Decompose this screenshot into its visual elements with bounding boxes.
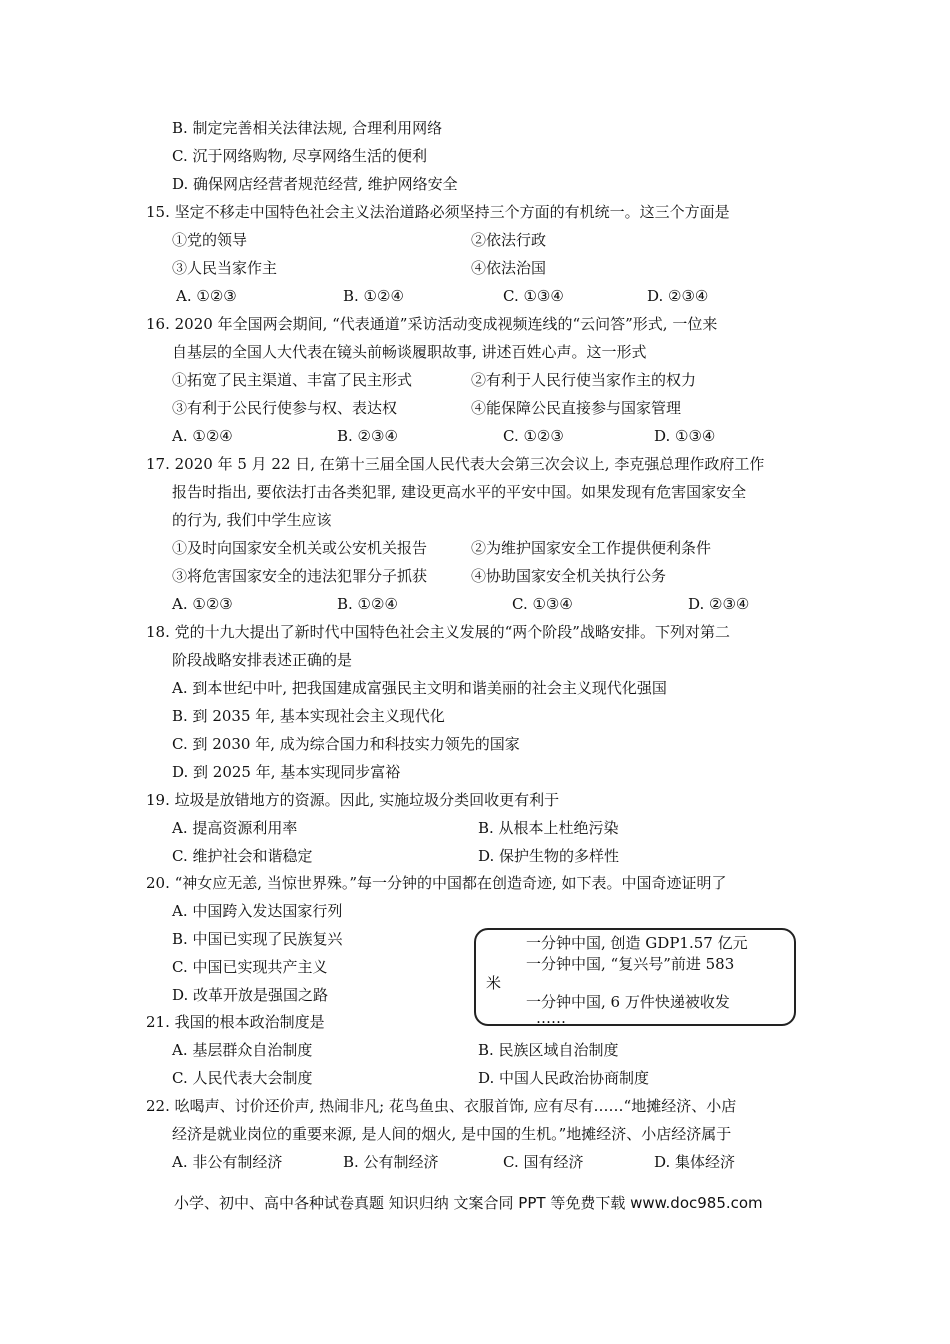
q16-option-a: A. ①②④ <box>172 427 233 445</box>
q15-item-3: ③人民当家作主 <box>172 259 278 277</box>
q16-option-c: C. ①②③ <box>503 427 564 445</box>
q18-option-a: A. 到本世纪中叶, 把我国建成富强民主文明和谐美丽的社会主义现代化强国 <box>172 679 667 697</box>
q16-item-4: ④能保障公民直接参与国家管理 <box>471 399 682 417</box>
q15-option-c: C. ①③④ <box>503 287 564 305</box>
q19-stem: 19. 垃圾是放错地方的资源。因此, 实施垃圾分类回收更有利于 <box>146 791 560 809</box>
q16-stem-line1: 16. 2020 年全国两会期间, “代表通道”采访活动变成视频连线的“云问答”形式, 一位来 <box>146 315 718 333</box>
q20-box-ellipsis: …… <box>536 1009 566 1027</box>
q20-option-c: C. 中国已实现共产主义 <box>172 958 328 976</box>
q15-item-2: ②依法行政 <box>471 231 547 249</box>
q18-option-d: D. 到 2025 年, 基本实现同步富裕 <box>172 763 401 781</box>
q15-stem: 15. 坚定不移走中国特色社会主义法治道路必须坚持三个方面的有机统一。这三个方面是 <box>146 203 730 221</box>
q15-item-4: ④依法治国 <box>471 259 547 277</box>
q19-option-a: A. 提高资源利用率 <box>172 819 298 837</box>
q20-box-line4: 一分钟中国, 6 万件快递被收发 <box>526 993 730 1011</box>
q17-option-b: B. ①②④ <box>337 595 398 613</box>
page-footer: 小学、初中、高中各种试卷真题 知识归纳 文案合同 PPT 等免费下载 www.doc985.com <box>174 1194 763 1212</box>
q17-stem-line3: 的行为, 我们中学生应该 <box>172 511 332 529</box>
q21-option-d: D. 中国人民政治协商制度 <box>478 1069 650 1087</box>
q15-option-a: A. ①②③ <box>176 287 237 305</box>
q16-item-2: ②有利于人民行使当家作主的权力 <box>471 371 697 389</box>
q20-stem: 20. “神女应无恙, 当惊世界殊。”每一分钟的中国都在创造奇迹, 如下表。中国奇迹证明了 <box>146 874 727 892</box>
q15-option-d: D. ②③④ <box>647 287 709 305</box>
q22-option-a: A. 非公有制经济 <box>172 1153 283 1171</box>
q20-box-line3: 米 <box>486 974 502 992</box>
q19-option-c: C. 维护社会和谐稳定 <box>172 847 313 865</box>
q16-stem-line2: 自基层的全国人大代表在镜头前畅谈履职故事, 讲述百姓心声。这一形式 <box>172 343 647 361</box>
q20-option-b: B. 中国已实现了民族复兴 <box>172 930 343 948</box>
q22-option-d: D. 集体经济 <box>654 1153 736 1171</box>
q21-option-c: C. 人民代表大会制度 <box>172 1069 313 1087</box>
q18-option-c: C. 到 2030 年, 成为综合国力和科技实力领先的国家 <box>172 735 520 753</box>
q19-option-b: B. 从根本上杜绝污染 <box>478 819 619 837</box>
q22-stem-line1: 22. 吆喝声、讨价还价声, 热闹非凡; 花鸟鱼虫、衣服首饰, 应有尽有……“地摊经济、小店 <box>146 1097 737 1115</box>
q20-info-box <box>474 928 796 1026</box>
q14-option-d: D. 确保网店经营者规范经营, 维护网络安全 <box>172 175 458 193</box>
q22-stem-line2: 经济是就业岗位的重要来源, 是人间的烟火, 是中国的生机。”地摊经济、小店经济属于 <box>172 1125 732 1143</box>
q21-option-b: B. 民族区域自治制度 <box>478 1041 619 1059</box>
q20-option-d: D. 改革开放是强国之路 <box>172 986 329 1004</box>
q16-option-d: D. ①③④ <box>654 427 716 445</box>
q17-item-3: ③将危害国家安全的违法犯罪分子抓获 <box>172 567 428 585</box>
q17-stem-line1: 17. 2020 年 5 月 22 日, 在第十三届全国人民代表大会第三次会议上, 李克强总理作政府工作 <box>146 455 765 473</box>
q20-box-line1: 一分钟中国, 创造 GDP1.57 亿元 <box>526 934 748 952</box>
q15-item-1: ①党的领导 <box>172 231 248 249</box>
q22-option-c: C. 国有经济 <box>503 1153 584 1171</box>
q17-option-d: D. ②③④ <box>688 595 750 613</box>
q18-option-b: B. 到 2035 年, 基本实现社会主义现代化 <box>172 707 445 725</box>
q16-item-3: ③有利于公民行使参与权、表达权 <box>172 399 398 417</box>
q22-option-b: B. 公有制经济 <box>343 1153 439 1171</box>
q15-option-b: B. ①②④ <box>343 287 404 305</box>
q20-box-line2: 一分钟中国, “复兴号”前进 583 <box>526 955 735 973</box>
q18-stem-line1: 18. 党的十九大提出了新时代中国特色社会主义发展的“两个阶段”战略安排。下列对第二 <box>146 623 730 641</box>
q17-item-4: ④协助国家安全机关执行公务 <box>471 567 667 585</box>
q14-option-c: C. 沉于网络购物, 尽享网络生活的便利 <box>172 147 428 165</box>
q16-item-1: ①拓宽了民主渠道、丰富了民主形式 <box>172 371 413 389</box>
q19-option-d: D. 保护生物的多样性 <box>478 847 620 865</box>
q17-option-c: C. ①③④ <box>512 595 573 613</box>
q17-item-2: ②为维护国家安全工作提供便利条件 <box>471 539 712 557</box>
q17-option-a: A. ①②③ <box>172 595 233 613</box>
q21-stem: 21. 我国的根本政治制度是 <box>146 1013 325 1031</box>
q18-stem-line2: 阶段战略安排表述正确的是 <box>172 651 353 669</box>
q17-stem-line2: 报告时指出, 要依法打击各类犯罪, 建设更高水平的平安中国。如果发现有危害国家安全 <box>172 483 747 501</box>
q16-option-b: B. ②③④ <box>337 427 398 445</box>
q21-option-a: A. 基层群众自治制度 <box>172 1041 313 1059</box>
q17-item-1: ①及时向国家安全机关或公安机关报告 <box>172 539 428 557</box>
q20-option-a: A. 中国跨入发达国家行列 <box>172 902 343 920</box>
q14-option-b: B. 制定完善相关法律法规, 合理利用网络 <box>172 119 443 137</box>
